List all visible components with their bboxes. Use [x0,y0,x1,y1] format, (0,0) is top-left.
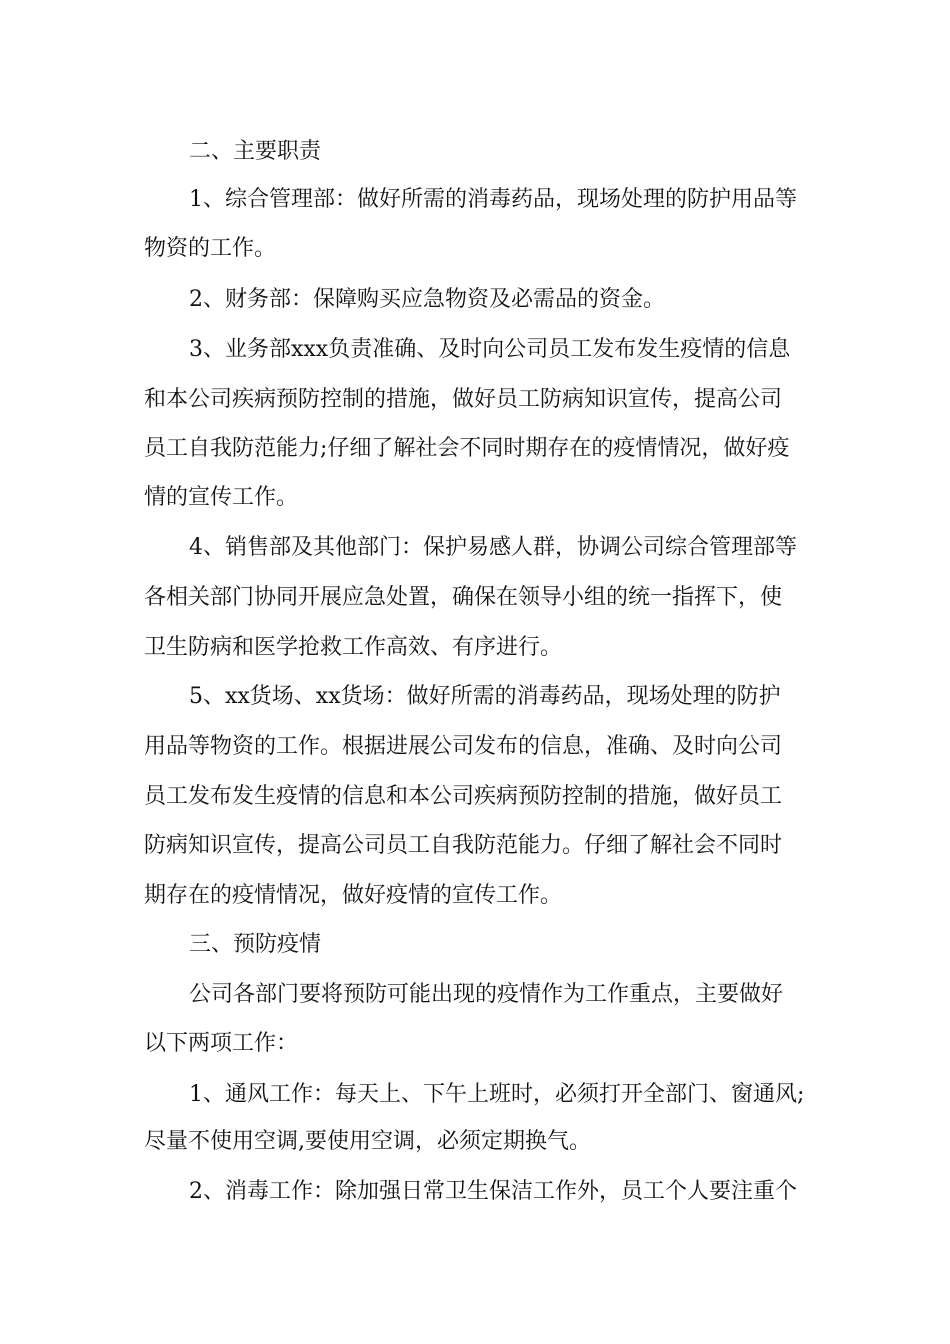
paragraph-line: 4、销售部及其他部门：保护易感人群，协调公司综合管理部等 [189,535,797,560]
paragraph-line: 防病知识宣传，提高公司员工自我防范能力。仔细了解社会不同时 [144,833,783,858]
paragraph-line: 情的宣传工作。 [144,485,299,510]
paragraph-line: 和本公司疾病预防控制的措施，做好员工防病知识宣传，提高公司 [144,387,783,412]
paragraph-line: 用品等物资的工作。根据进展公司发布的信息，准确、及时向公司 [144,734,783,759]
paragraph-line: 期存在的疫情情况，做好疫情的宣传工作。 [144,883,563,908]
section-heading-duties: 二、主要职责 [189,139,322,164]
paragraph-line: 公司各部门要将预防可能出现的疫情作为工作重点，主要做好 [189,982,784,1007]
paragraph-line: 2、财务部：保障购买应急物资及必需品的资金。 [189,287,665,312]
paragraph-line: 2、消毒工作：除加强日常卫生保洁工作外，员工个人要注重个 [189,1179,797,1204]
paragraph-line: 卫生防病和医学抢救工作高效、有序进行。 [144,635,563,660]
paragraph-line: 尽量不使用空调,要使用空调，必须定期换气。 [144,1129,591,1154]
paragraph-line: 3、业务部xxx负责准确、及时向公司员工发布发生疫情的信息 [189,337,791,362]
paragraph-line: 5、xx货场、xx货场：做好所需的消毒药品，现场处理的防护 [189,684,781,709]
paragraph-line: 员工发布发生疫情的信息和本公司疾病预防控制的措施，做好员工 [144,784,783,809]
section-heading-prevention: 三、预防疫情 [189,932,322,957]
paragraph-line: 1、综合管理部：做好所需的消毒药品，现场处理的防护用品等 [189,187,797,212]
paragraph-line: 各相关部门协同开展应急处置，确保在领导小组的统一指挥下，使 [144,585,783,610]
paragraph-line: 1、通风工作：每天上、下午上班时，必须打开全部门、窗通风; [189,1082,805,1107]
paragraph-line: 员工自我防范能力;仔细了解社会不同时期存在的疫情情况，做好疫 [144,436,790,461]
paragraph-line: 以下两项工作： [144,1031,299,1056]
paragraph-line: 物资的工作。 [144,236,277,261]
